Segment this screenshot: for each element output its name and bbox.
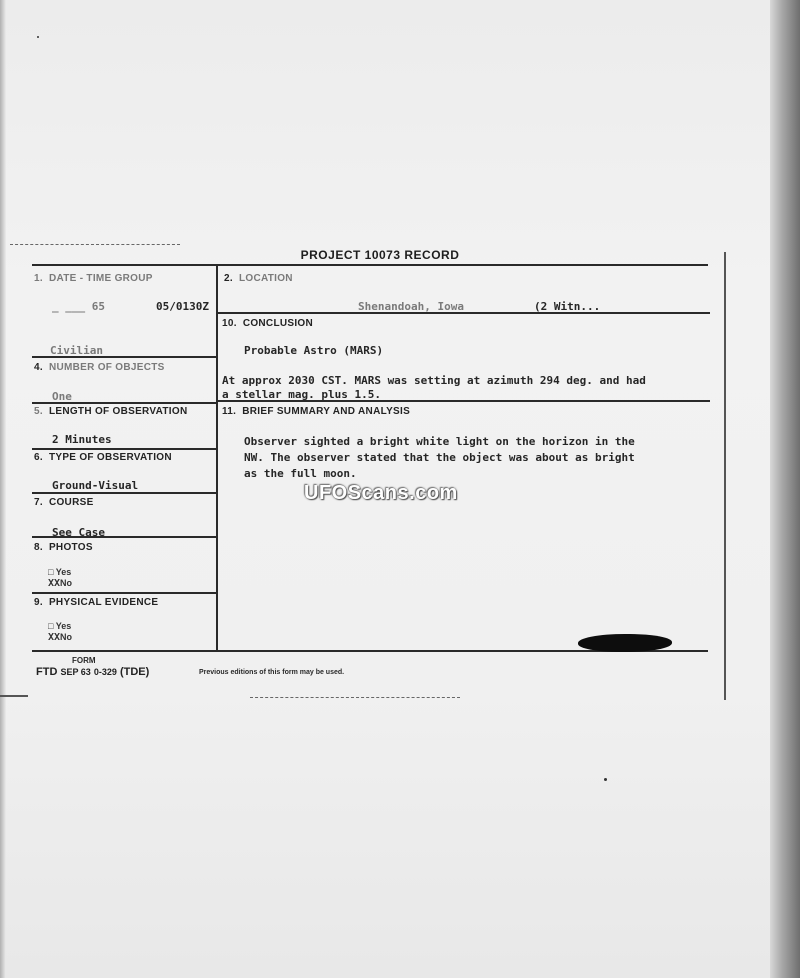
- field-number: 10.: [222, 318, 237, 329]
- length-label: [34, 406, 187, 417]
- field-label: DATE - TIME GROUP: [48, 273, 153, 284]
- scan-speck: [604, 778, 607, 781]
- footer-note: Previous editions of this form may be used.: [199, 669, 345, 676]
- date-value: _ ___ 65: [52, 300, 105, 313]
- field-number: 5.: [34, 406, 43, 417]
- option-label: No: [60, 632, 73, 642]
- record-form: [32, 264, 708, 652]
- time-value: 05/0130Z: [156, 300, 209, 313]
- physical-yes-option: □ Yes: [48, 621, 72, 631]
- option-label: Yes: [55, 567, 72, 577]
- scan-frame-line: [0, 695, 28, 697]
- witnesses-value: (2 Witn...: [534, 300, 601, 313]
- course-label: [34, 497, 94, 508]
- photos-no-option: XXNo: [48, 578, 73, 589]
- field-number: 2.: [224, 273, 233, 284]
- conclusion-label: [222, 318, 313, 329]
- option-label: No: [60, 578, 73, 588]
- scan-edge-right: [770, 0, 800, 978]
- row-divider: [32, 448, 216, 450]
- field-number: 9.: [34, 597, 43, 608]
- field-label: NUMBER OF OBJECTS: [48, 362, 165, 373]
- option-label: Yes: [55, 621, 72, 631]
- footer-date-code: SEP 63: [60, 667, 91, 677]
- scan-speck: [37, 36, 39, 38]
- field-number: 8.: [34, 542, 43, 553]
- field-label: LENGTH OF OBSERVATION: [48, 406, 188, 417]
- row-divider: [32, 492, 216, 494]
- footer-form-number: 0-329: [93, 667, 117, 677]
- scan-frame-line: [724, 252, 726, 700]
- conclusion-detail-line1: At approx 2030 CST. MARS was setting at azimuth 294 deg. and had: [222, 374, 646, 387]
- conclusion-value: Probable Astro (MARS): [244, 344, 384, 357]
- location-label: [224, 273, 293, 284]
- summary-line2: NW. The observer stated that the object was about as bright: [244, 451, 635, 464]
- field-number: 6.: [34, 452, 43, 463]
- watermark: UFOScans.com: [304, 482, 458, 504]
- footer-form-word: FORM: [72, 656, 96, 665]
- field-number: 7.: [34, 497, 43, 508]
- summary-line3: as the full moon.: [244, 467, 357, 480]
- date-time-label: [34, 273, 153, 284]
- photos-label: [34, 542, 93, 553]
- physical-evidence-label: [34, 597, 158, 608]
- record-title: PROJECT 10073 RECORD: [300, 248, 460, 262]
- field-number: 1.: [34, 273, 43, 284]
- summary-label: [222, 406, 410, 417]
- field-label: PHOTOS: [48, 542, 93, 553]
- course-value: See Case: [52, 526, 105, 539]
- row-divider: [32, 592, 216, 594]
- column-divider: [216, 266, 218, 650]
- number-objects-value: One: [52, 390, 72, 403]
- physical-no-option: XXNo: [48, 632, 73, 643]
- field-label: COURSE: [48, 497, 94, 508]
- footer-ftd: FTD: [36, 666, 58, 678]
- redaction-mark: [578, 634, 672, 652]
- field-label: LOCATION: [238, 273, 293, 284]
- source-value: Civilian: [50, 344, 103, 357]
- scan-dash-line: [250, 697, 460, 699]
- field-label: TYPE OF OBSERVATION: [48, 452, 172, 463]
- location-value: Shenandoah, Iowa: [358, 300, 464, 313]
- field-label: BRIEF SUMMARY AND ANALYSIS: [242, 406, 411, 417]
- conclusion-detail-line2: a stellar mag. plus 1.5.: [222, 388, 381, 401]
- footer-form-id: [36, 666, 149, 678]
- field-number: 11.: [222, 406, 237, 417]
- scan-edge-left: [0, 0, 6, 978]
- type-value: Ground-Visual: [52, 479, 139, 492]
- photos-yes-option: □ Yes: [48, 567, 72, 577]
- field-number: 4.: [34, 362, 43, 373]
- number-objects-label: [34, 362, 165, 373]
- length-value: 2 Minutes: [52, 433, 112, 446]
- type-label: [34, 452, 172, 463]
- field-label: PHYSICAL EVIDENCE: [48, 597, 159, 608]
- field-label: CONCLUSION: [242, 318, 314, 329]
- footer-tde: (TDE): [119, 666, 150, 678]
- scan-dash-line: [10, 244, 180, 246]
- summary-line1: Observer sighted a bright white light on the horizon in the: [244, 435, 635, 448]
